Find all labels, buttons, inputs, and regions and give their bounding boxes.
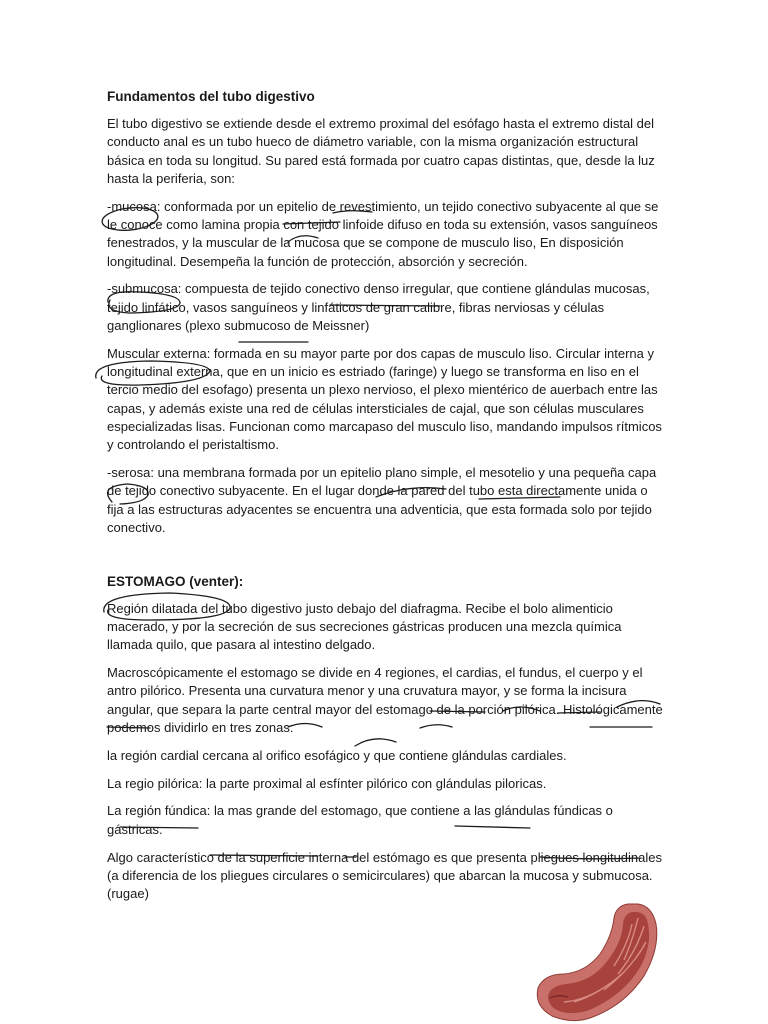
region-pilorica-paragraph: La regio pilórica: la parte proximal al esfínter pilórico con glándulas piloricas. (107, 775, 547, 791)
estomago-paragraph-1: Región dilatada del tubo digestivo justo debajo del diafragma. Recibe el bolo alimenticio macerado, y por la secreción de sus secreciones gástricas producen una mezcla química llamada quilo, que pasara al intestino delgado. (107, 600, 622, 653)
serosa-paragraph: -serosa: una membrana formada por un epitelio plano simple, el mesotelio y una pequeña capa de tejido conectivo subyacente. En el lugar donde la pared del tubo esta directamente unida o fija a las estructuras adyacentes se encuentra una adventicia, que esta formada solo por tejido conectivo. (107, 465, 657, 535)
region-fundica-paragraph: La región fúndica: la mas grande del estomago, que contiene a las glándulas fúndicas o gástricas. (107, 803, 613, 837)
document-page (107, 88, 667, 913)
estomago-paragraph-2: Macroscópicamente el estomago se divide en 4 regiones, el cardias, el fundus, el cuerpo y el antro pilórico. Presenta una curvatura menor y una cruvatura mayor, y se forma la incisura angular, que separa la parte central mayor del estomago de la porción pilórica. Histológicamente podemos dividirlo en tres zonas: (107, 665, 663, 736)
section-title-estomago: ESTOMAGO (venter): (107, 573, 244, 589)
stomach-illustration (528, 902, 662, 1024)
intro-paragraph: El tubo digestivo se extiende desde el extremo proximal del esófago hasta el extremo distal del conducto anal es un tubo hueco de diámetro variable, con la misma organización estructural básica en toda su longitud. Su pared está formada por cuatro capas distintas, que, desde la luz hasta la periferia, son: (107, 116, 655, 186)
mucosa-paragraph: -mucosa: conformada por un epitelio de revestimiento, un tejido conectivo subyacente al que se le conoce como lamina propia con tejido linfoide difuso en toda su extensión, vasos sanguíneos fenestrados, y la muscular de la mucosa que se compone de musculo liso, En disposición longitudinal. Desempeña la función de protección, absorción y secreción. (107, 198, 659, 269)
muscular-externa-paragraph: Muscular externa: formada en su mayor parte por dos capas de musculo liso. Circular interna y longitudinal externa, que en un inicio es estriado (faringe) y luego se transforma en liso en el tercio medio del esofago) presenta un plexo nervioso, el plexo mientérico de auerbach entre las capas, y además existe una red de células intersticiales de cajal, que son células musculares especializadas lisas. Funcionan como marcapaso del musculo liso, mandando impulsos rítmicos y controlando el peristaltismo. (107, 345, 662, 453)
region-cardial-paragraph: la región cardial cercana al orifico esofágico y que contiene glándulas cardiales. (107, 747, 567, 763)
submucosa-paragraph: -submucosa: compuesta de tejido conectivo denso irregular, que contiene glándulas mucosas, tejido linfático, vasos sanguíneos y linfáticos de gran calibre, fibras nerviosas y células ganglionares (plexo submucoso de Meissner) (107, 281, 650, 333)
section-title-tubo-digestivo: Fundamentos del tubo digestivo (107, 89, 315, 104)
section-spacer (107, 547, 667, 573)
pliegues-paragraph: Algo característico de la superficie interna del estómago es que presenta pliegues longitudinales (a diferencia de los pliegues circulares o semicirculares) que abarcan la mucosa y submucosa. (rugae) (107, 849, 663, 902)
